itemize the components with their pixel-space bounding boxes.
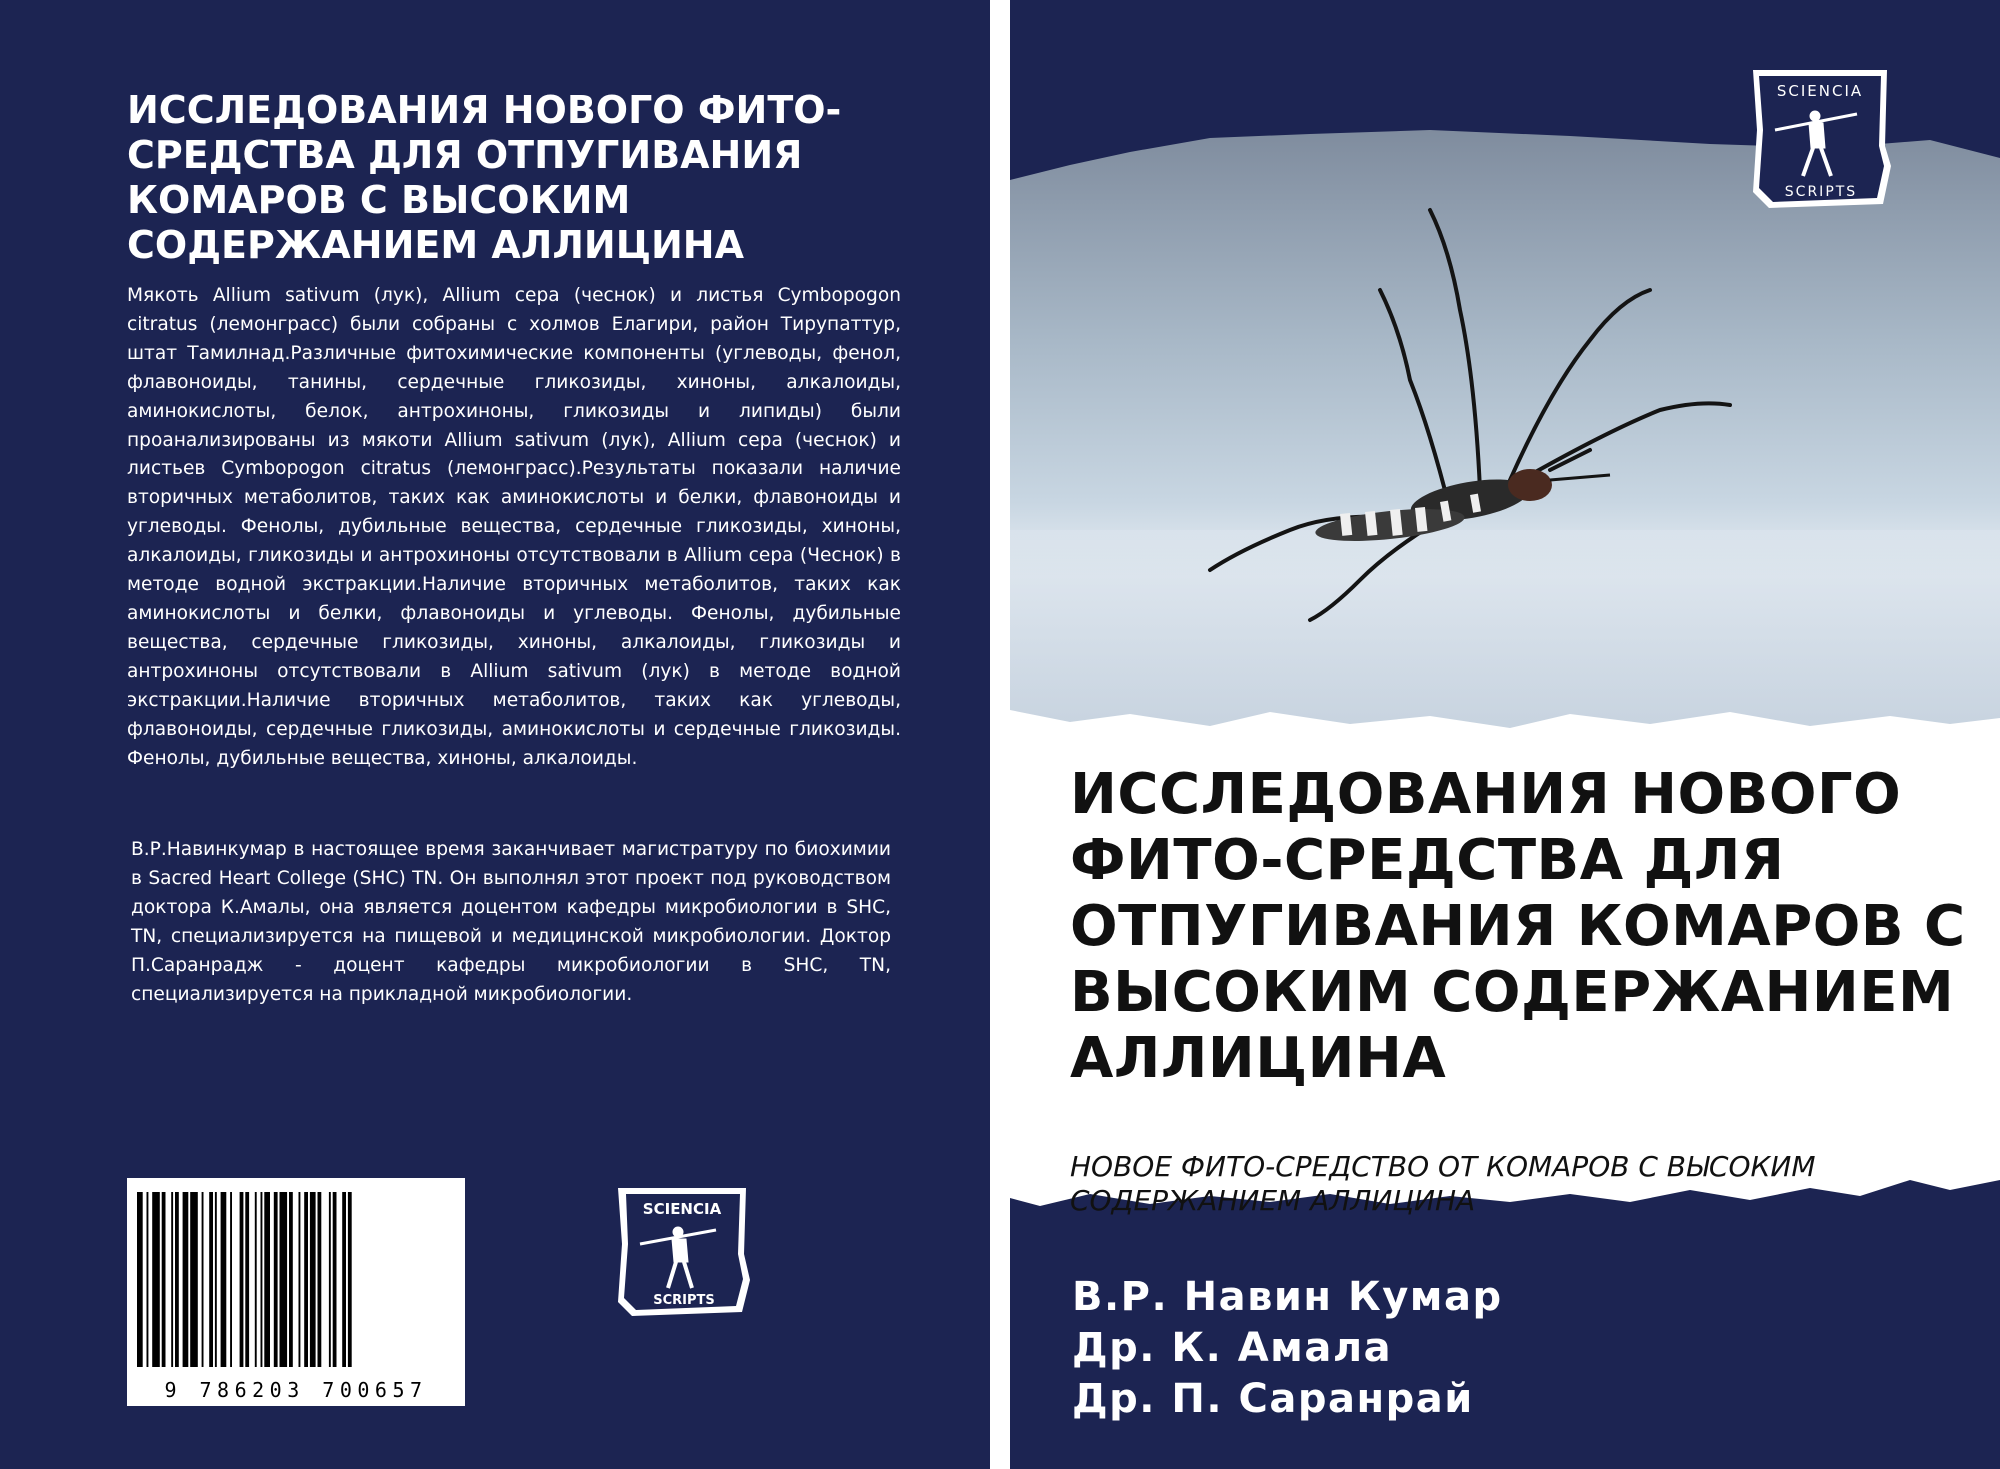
sciencia-scripts-logo-icon <box>612 1184 752 1320</box>
barcode-bars-icon <box>127 1178 465 1378</box>
front-cover <box>1010 0 2000 1469</box>
back-cover-abstract: Мякоть Allium sativum (лук), Allium cepa (чеснок) и листья Cymbopogon citratus (лемонграсс) были собраны с холмов Елагири, район Тирупаттур, штат Тамилнад.Различные фитохимические компоненты (углеводы, фенол, флавоноиды, танины, сердечные гликозиды, хиноны, алкалоиды, аминокислоты, белок, антрохиноны, гликозиды и липиды) были проанализированы из мякоти Allium sativum (лук), Allium cepa (чеснок) и листьев Cymbopogon citratus (лемонграсс).Результаты показали наличие вторичных метаболитов, таких как аминокислоты и белки, флавоноиды и углеводы. Фенолы, дубильные вещества, сердечные гликозиды, хиноны, алкалоиды, гликозиды и антрохиноны отсутствовали в Allium cepa (Чеснок) в методе водной экстракции.Наличие вторичных метаболитов, таких как аминокислоты и белки, флавоноиды и углеводы. Фенолы, дубильные вещества, сердечные гликозиды, хиноны, алкалоиды, гликозиды и антрохиноны отсутствовали в Allium sativum (лук) в методе водной экстракции.Наличие вторичных метаболитов, таких как углеводы, флавоноиды, сердечные гликозиды, аминокислоты и сердечные гликозиды. Фенолы, дубильные вещества, хиноны, алкалоиды. <box>127 285 901 769</box>
author-bio: В.Р.Навинкумар в настоящее время заканчивает магистратуру по биохимии в Sacred Heart College (SHC) TN. Он выполнял этот проект под руководством доктора К.Амалы, она является доцентом кафедры микробиологии в SHC, TN, специализируется на пищевой и медицинской микробиологии. Доктор П.Саранрадж - доцент кафедры микробиологии в SHC, TN, специализируется на прикладной микробиологии. <box>131 839 891 1005</box>
mosquito-photo-icon <box>1010 130 2000 750</box>
author-list <box>1072 1272 1503 1425</box>
publisher-logo-front <box>1745 66 1895 212</box>
barcode-number: 9 786203 700657 <box>164 1378 428 1402</box>
logo-bottom-text: SCRIPTS <box>653 1293 715 1308</box>
back-cover-title: ИССЛЕДОВАНИЯ НОВОГО ФИТО-СРЕДСТВА ДЛЯ ОТПУГИВАНИЯ КОМАРОВ С ВЫСОКИМ СОДЕРЖАНИЕМ АЛЛИЦИНА <box>127 88 842 267</box>
author-name: В.Р. Навин Кумар <box>1072 1274 1503 1320</box>
author-name: Др. П. Саранрай <box>1072 1376 1474 1422</box>
front-cover-subtitle: НОВОЕ ФИТО-СРЕДСТВО ОТ КОМАРОВ С ВЫСОКИМ СОДЕРЖАНИЕМ АЛЛИЦИНА <box>1070 1150 1816 1217</box>
logo-top-text: SCIENCIA <box>642 1200 722 1218</box>
author-name: Др. К. Амала <box>1072 1325 1393 1371</box>
spine <box>990 0 1010 1469</box>
sciencia-scripts-logo-icon <box>1745 66 1895 212</box>
back-cover <box>0 0 990 1469</box>
logo-bottom-text: SCRIPTS <box>1784 184 1858 200</box>
front-cover-title: ИССЛЕДОВАНИЯ НОВОГО ФИТО-СРЕДСТВА ДЛЯ ОТПУГИВАНИЯ КОМАРОВ С ВЫСОКИМ СОДЕРЖАНИЕМ АЛЛИЦИНА <box>1070 762 1966 1091</box>
isbn-barcode <box>127 1178 465 1406</box>
cover-photo <box>1010 130 2000 750</box>
publisher-logo-back <box>612 1184 752 1320</box>
logo-top-text: SCIENCIA <box>1776 82 1864 100</box>
